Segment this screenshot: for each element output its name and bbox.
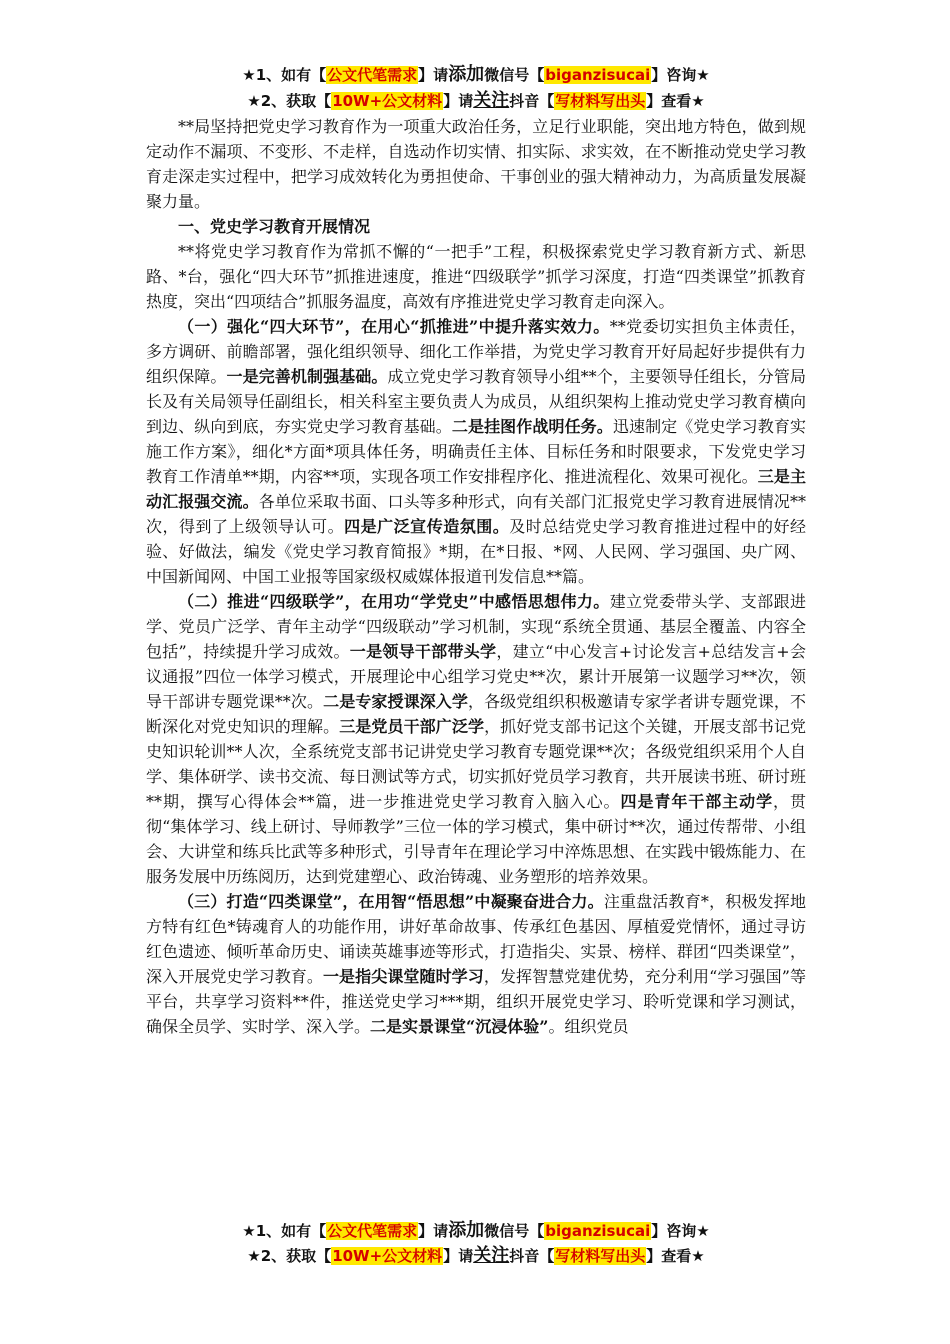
ad-text: ★1、如有【 bbox=[242, 1222, 327, 1240]
ad-text: ★2、获取【 bbox=[247, 92, 332, 110]
ad-highlight: 写材料写出头 bbox=[555, 1247, 646, 1265]
ad-emphasis: 添加 bbox=[448, 64, 485, 85]
bold-lead: 三是主动汇报强交流。 bbox=[146, 467, 806, 511]
bold-lead: 四是青年干部主动学 bbox=[620, 792, 774, 811]
ad-highlight: 10W+公文材料 bbox=[332, 1247, 443, 1265]
paragraph-heading: （一）强化“四大环节”，在用心“抓推进”中提升落实效力。 bbox=[178, 317, 610, 336]
bold-lead: 二是实景课堂“沉浸体验” bbox=[370, 1017, 549, 1036]
section-title: 一、党史学习教育开展情况 bbox=[178, 217, 371, 236]
ad-highlight: 公文代笔需求 bbox=[327, 66, 418, 84]
paragraph-text: ，建立“中心发言+讨论发言+总结发言+会议通报”四位一体学习模式，开展理论中心组学习党史**次，累计开展第一议题学习**次，领导干部讲专题党课**次。 bbox=[146, 642, 806, 711]
paragraph-text: ，各级党组织积极邀请专家学者讲专题党课，不断深化对党史知识的理解。 bbox=[146, 692, 806, 736]
paragraph-2 bbox=[146, 589, 806, 889]
ad-text: 】查看★ bbox=[646, 1247, 705, 1265]
ad-text: 】咨询★ bbox=[651, 66, 710, 84]
paragraph-text: 迅速制定《党史学习教育实施工作方案》，细化*方面*项具体任务，明确责任主体、目标任务和时限要求，下发党史学习教育工作清单**期，内容**项，实现各项工作安排程序化、推进流程化、效果可视化。 bbox=[146, 417, 806, 486]
paragraph-text: ，贯彻“集体学习、线上研讨、导师教学”三位一体的学习模式，集中研讨**次，通过传帮带、小组会、大讲堂和练兵比武等多种形式，引导青年在理论学习中淬炼思想、在实践中锻炼能力、在服务发展中历练阅历，达到党建塑心、政治铸魂、业务塑形的培养效果。 bbox=[146, 792, 806, 886]
ad-line-2 bbox=[146, 88, 806, 114]
ad-line-1-bottom bbox=[146, 1218, 806, 1244]
bold-lead: 三是党员干部广泛学 bbox=[339, 717, 485, 736]
ad-text: 】查看★ bbox=[646, 92, 705, 110]
paragraph-text: **党委切实担负主体责任，多方调研、前瞻部署，强化组织领导、细化工作举措，为党史学习教育开好局起好步提供有力组织保障。 bbox=[146, 317, 806, 386]
ad-highlight: biganzisucai bbox=[545, 66, 651, 84]
bold-lead: 一是完善机制强基础。 bbox=[226, 367, 388, 386]
paragraph-heading: （三）打造“四类课堂”，在用智“悟思想”中凝聚奋进合力。 bbox=[178, 892, 604, 911]
ad-line-2-bottom bbox=[146, 1243, 806, 1269]
paragraph-3 bbox=[146, 889, 806, 1039]
paragraph-text: ，发挥智慧党建优势，充分利用“学习强国”等平台，共享学习资料**件，推送党史学习***期，组织开展党史学习、聆听党课和学习测试，确保全员学、实时学、深入学。 bbox=[146, 967, 806, 1036]
ad-text: 】请 bbox=[443, 1247, 474, 1265]
ad-line-1 bbox=[146, 62, 806, 88]
paragraph-text: ，抓好党支部书记这个关键，开展支部书记党史知识轮训**人次，全系统党支部书记讲党史学习教育专题党课**次；各级党组织采用个人自学、集体研学、读书交流、每日测试等方式，切实抓好党员学习教育，共开展读书班、研讨班**期，撰写心得体会**篇，进一步推进党史学习教育入脑入心。 bbox=[146, 717, 806, 811]
paragraph-text: 及时总结党史学习教育推进过程中的好经验、好做法，编发《党史学习教育简报》*期，在*日报、*网、人民网、学习强国、央广网、中国新闻网、中国工业报等国家级权威媒体报道刊发信息**篇。 bbox=[146, 517, 806, 586]
section-heading bbox=[146, 214, 806, 239]
ad-text: ★1、如有【 bbox=[242, 66, 327, 84]
ad-text: 微信号【 bbox=[484, 1222, 545, 1240]
ad-text: 抖音【 bbox=[509, 92, 555, 110]
ad-text: 微信号【 bbox=[484, 66, 545, 84]
bold-lead: 二是专家授课深入学 bbox=[323, 692, 468, 711]
paragraph-heading: （二）推进“四级联学”，在用功“学党史”中感悟思想伟力。 bbox=[178, 592, 610, 611]
paragraph-1 bbox=[146, 314, 806, 589]
ad-emphasis: 关注 bbox=[473, 1245, 510, 1266]
ad-highlight: biganzisucai bbox=[545, 1222, 651, 1240]
document-body bbox=[146, 114, 806, 1224]
ad-text: 抖音【 bbox=[509, 1247, 555, 1265]
ad-highlight: 公文代笔需求 bbox=[327, 1222, 418, 1240]
ad-text: 】请 bbox=[443, 92, 474, 110]
paragraph-text: 成立党史学习教育领导小组**个，主要领导任组长，分管局长及有关局领导任副组长，相关科室主要负责人为成员，从组织架构上推动党史学习教育横向到边、纵向到底，夯实党史学习教育基础。 bbox=[146, 367, 806, 436]
bold-lead: 一是指尖课堂随时学习 bbox=[322, 967, 484, 986]
bold-lead: 二是挂图作战明任务。 bbox=[451, 417, 613, 436]
paragraph-text: 注重盘活教育*，积极发挥地方特有红色*铸魂育人的功能作用，讲好革命故事、传承红色基因、厚植爱党情怀，通过寻访红色遗迹、倾听革命历史、诵读英雄事迹等形式，打造指尖、实景、榜样、群团“四类课堂”，深入开展党史学习教育。 bbox=[146, 892, 806, 986]
ad-highlight: 写材料写出头 bbox=[555, 92, 646, 110]
paragraph-text: 。组织党员 bbox=[548, 1017, 629, 1036]
bold-lead: 四是广泛宣传造氛围。 bbox=[344, 517, 510, 536]
ad-text: 】请 bbox=[418, 66, 449, 84]
ad-text: 】请 bbox=[418, 1222, 449, 1240]
ad-highlight: 10W+公文材料 bbox=[332, 92, 443, 110]
ad-emphasis: 关注 bbox=[473, 90, 510, 111]
section-intro-paragraph: **将党史学习教育作为常抓不懈的“一把手”工程，积极探索党史学习教育新方式、新思路、*台，强化“四大环节”抓推进速度，推进“四级联学”抓学习深度，打造“四类课堂”抓教育热度，突出“四项结合”抓服务温度，高效有序推进党史学习教育走向深入。 bbox=[146, 242, 806, 311]
ad-text: ★2、获取【 bbox=[247, 1247, 332, 1265]
paragraph-text: 建立党委带头学、支部跟进学、党员广泛学、青年主动学“四级联动”学习机制，实现“系统全贯通、基层全覆盖、内容全包括”，持续提升学习成效。 bbox=[146, 592, 806, 661]
bold-lead: 一是领导干部带头学 bbox=[349, 642, 497, 661]
ad-emphasis: 添加 bbox=[448, 1220, 485, 1241]
document-page bbox=[146, 62, 806, 1266]
ad-text: 】咨询★ bbox=[651, 1222, 710, 1240]
intro-paragraph: **局坚持把党史学习教育作为一项重大政治任务，立足行业职能，突出地方特色，做到规定动作不漏项、不变形、不走样，自选动作切实情、扣实际、求实效，在不断推动党史学习教育走深走实过程中，把学习成效转化为勇担使命、干事创业的强大精神动力，为高质量发展凝聚力量。 bbox=[146, 117, 806, 211]
paragraph-text: 各单位采取书面、口头等多种形式，向有关部门汇报党史学习教育进展情况**次，得到了上级领导认可。 bbox=[146, 492, 806, 536]
